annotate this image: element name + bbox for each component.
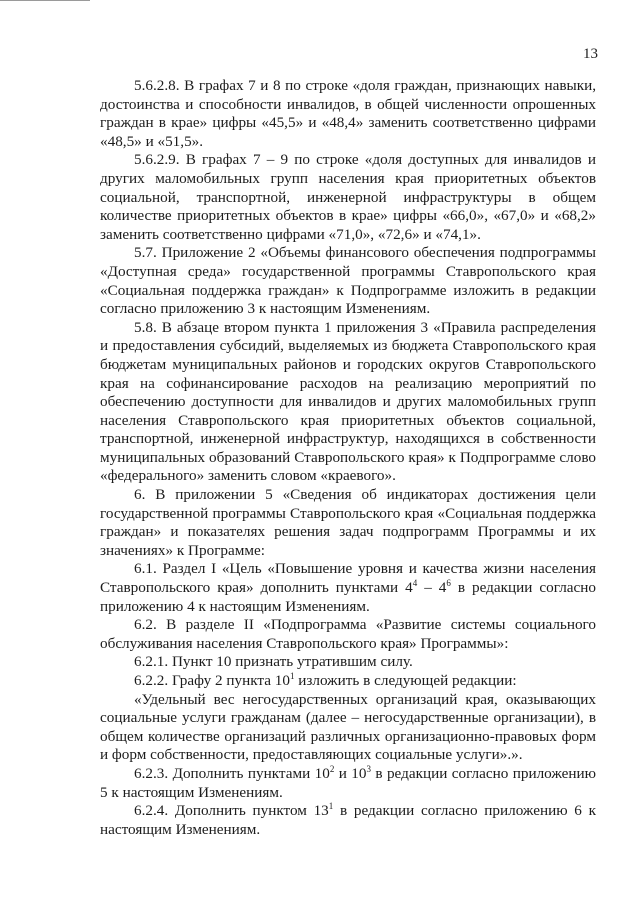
paragraph-5-6-2-8: 5.6.2.8. В графах 7 и 8 по строке «доля граждан, признающих навыки, достоинства и способности инвалидов, в общей численности опрошенных граждан в крае» цифры «45,5» и «48,4» заменить соответственно цифрами «48,5» и «51,5». [100,77,596,150]
page-number: 13 [583,46,598,62]
paragraph-5-6-2-9: 5.6.2.9. В графах 7 – 9 по строке «доля доступных для инвалидов и других маломобильных групп населения края приоритетных объектов социальной, транспортной, инженерной инфраструктуры в общем количестве приоритетных объектов в крае» цифры «66,0», «67,0» и «68,2» заменить соответственно цифрами «71,0», «72,6» и «74,1». [100,151,596,243]
paragraph-5-8: 5.8. В абзаце втором пункта 1 приложения 3 «Правила распределения и предоставления субсидий, выделяемых из бюджета Ставропольского края бюджетам муниципальных районов и городских округов Ставропольского края на софинансирование расходов на реализацию мероприятий по обеспечению доступности для инвалидов и других маломобильных групп населения Ставропольского края приоритетных объектов социальной, транспортной, инженерной инфраструктур, находящихся в собственности муниципальных образований Ставропольского края» к Подпрограмме слово «федерального» заменить словом «краевого». [100,318,596,485]
document-body-top [100,77,596,486]
paragraph-6-2-2: 6.2.2. Графу 2 пункта $10^1$ изложить в следующей редакции: [134,670,517,689]
paragraph-6-1: 6.1. Раздел I «Цель «Повышение уровня и качества жизни населения Ставропольского края» дополнить пунктами $4^4 - 4^6$ в редакции согласно приложению 4 к настоящим Изменениям. [100,560,596,615]
paragraph-6-2: 6.2. В разделе II «Подпрограмма «Развитие системы социального обслуживания населения Ставропольского края» Программы»: [100,616,596,652]
paragraph-quote: «Удельный вес негосударственных организаций края, оказывающих социальные услуги гражданам (далее – негосударственные организации), в общем количестве организаций различных организационно-правовых форм и форм собственности, предоставляющих социальные услуги».». [100,690,596,764]
paragraph-6-2-4: 6.2.4. Дополнить пунктом $13^1$ в редакции согласно приложению 6 к настоящим Изменениям. [100,801,596,838]
paragraph-6: 6. В приложении 5 «Сведения об индикаторах достижения цели государственной программы Ставропольского края «Социальная поддержка граждан» и показателях решения задач подпрограмм Программы и их значениях» к Программе: [100,486,596,559]
paragraph-5-7: 5.7. Приложение 2 «Объемы финансового обеспечения подпрограммы «Доступная среда» государственной программы Ставропольского края «Социальная поддержка граждан» к Подпрограмме изложить в редакции согласно приложению 3 к настоящим Изменениям. [100,244,596,318]
paragraph-6-2-3: 6.2.3. Дополнить пунктами $10^2$ и $10^3$ в редакции согласно приложению 5 к настоящим Изменениям. [100,763,597,801]
document-body-bottom [100,486,596,839]
paragraph-6-2-1: 6.2.1. Пункт 10 признать утратившим силу. [134,653,413,671]
scan-edge-line [0,0,90,7]
